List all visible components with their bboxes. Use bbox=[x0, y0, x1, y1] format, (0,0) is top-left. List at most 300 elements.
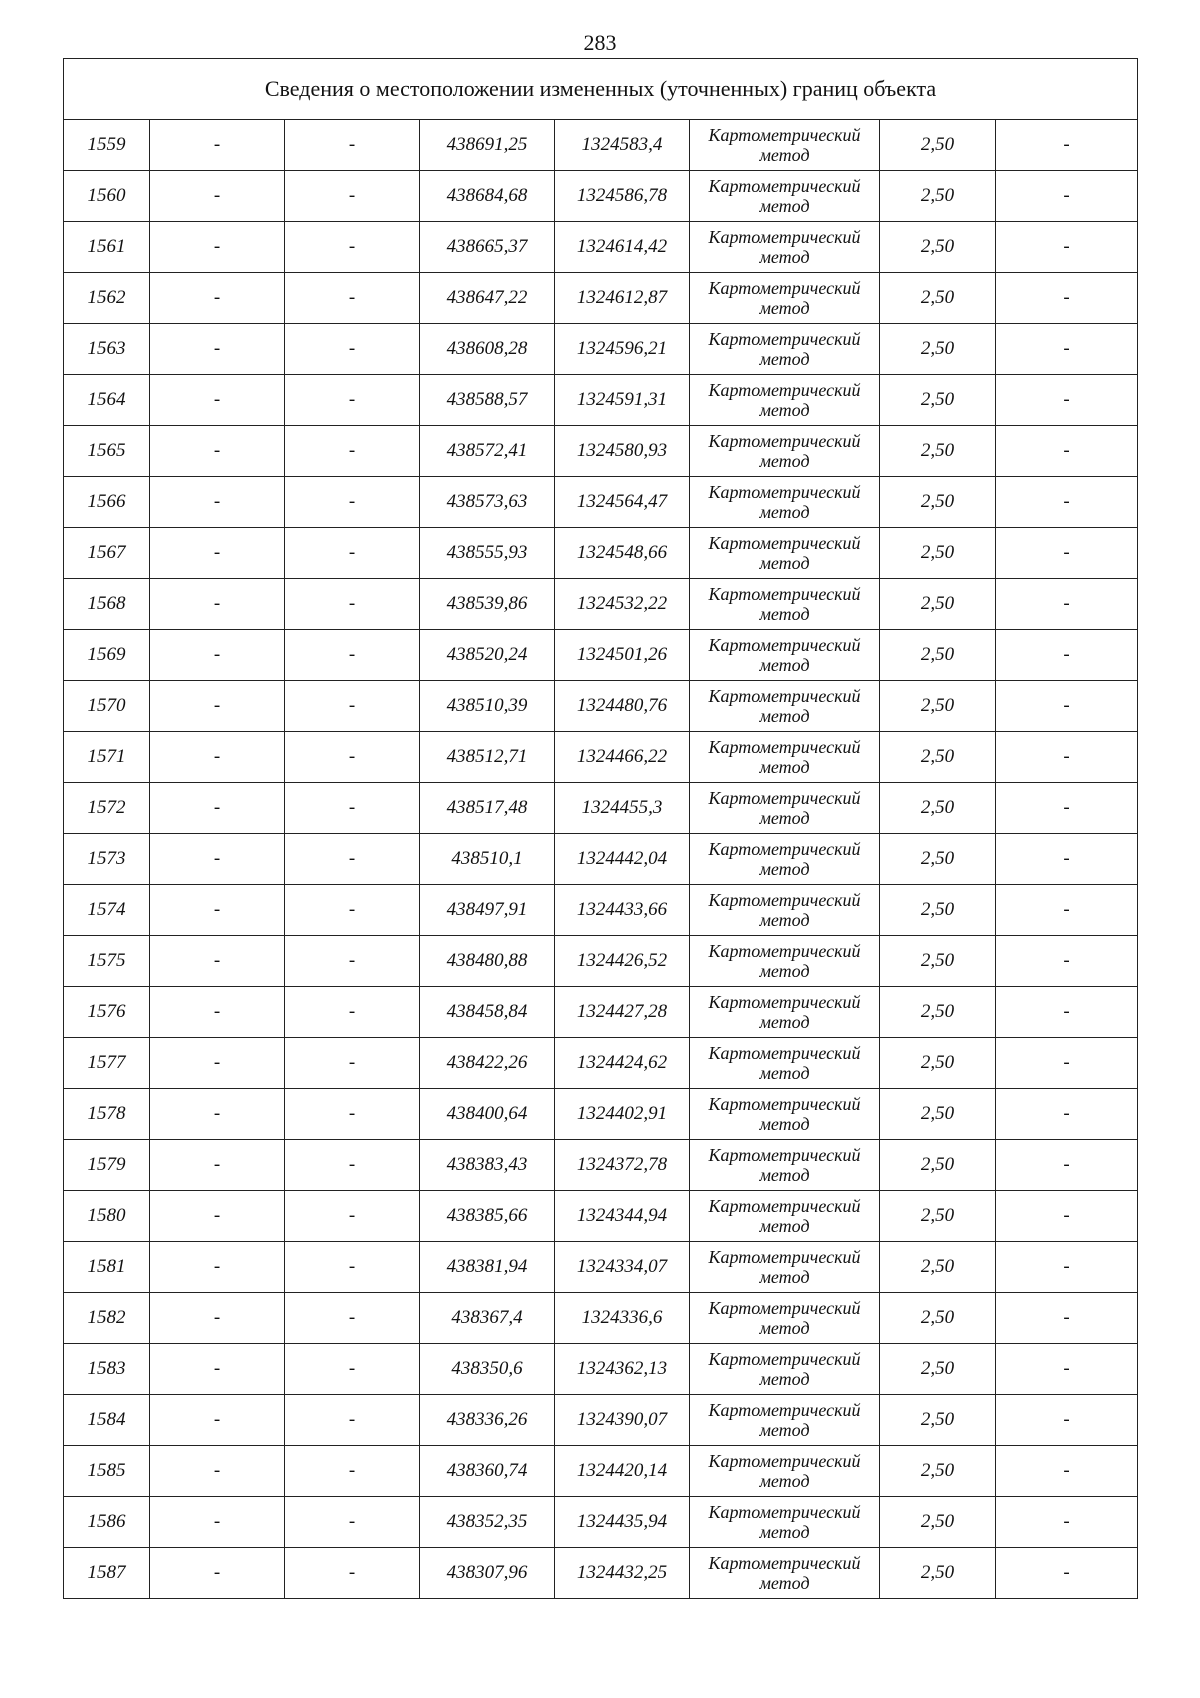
x-coordinate-cell: 438383,43 bbox=[420, 1140, 555, 1191]
old-y-cell: - bbox=[285, 1497, 420, 1548]
x-coordinate-cell: 438307,96 bbox=[420, 1548, 555, 1599]
method-cell bbox=[690, 426, 880, 477]
description-cell: - bbox=[996, 273, 1138, 324]
old-x-cell: - bbox=[150, 1089, 285, 1140]
y-coordinate-cell: 1324480,76 bbox=[555, 681, 690, 732]
y-coordinate-cell: 1324390,07 bbox=[555, 1395, 690, 1446]
description-cell: - bbox=[996, 1242, 1138, 1293]
method-line-1: Картометрический bbox=[708, 1298, 861, 1318]
x-coordinate-cell: 438588,57 bbox=[420, 375, 555, 426]
table-title: Сведения о местоположении измененных (уточненных) границ объекта bbox=[64, 59, 1138, 120]
point-number-cell: 1586 bbox=[64, 1497, 150, 1548]
point-number-cell: 1576 bbox=[64, 987, 150, 1038]
method-line-2: метод bbox=[759, 1369, 810, 1389]
old-y-cell: - bbox=[285, 1038, 420, 1089]
table-row bbox=[64, 120, 1138, 171]
method-line-2: метод bbox=[759, 298, 810, 318]
table-row bbox=[64, 324, 1138, 375]
method-cell bbox=[690, 936, 880, 987]
method-line-1: Картометрический bbox=[708, 329, 861, 349]
description-cell: - bbox=[996, 936, 1138, 987]
point-number-cell: 1561 bbox=[64, 222, 150, 273]
x-coordinate-cell: 438510,1 bbox=[420, 834, 555, 885]
precision-cell: 2,50 bbox=[880, 222, 996, 273]
method-line-1: Картометрический bbox=[708, 1043, 861, 1063]
point-number-cell: 1583 bbox=[64, 1344, 150, 1395]
precision-cell: 2,50 bbox=[880, 1395, 996, 1446]
old-y-cell: - bbox=[285, 1293, 420, 1344]
y-coordinate-cell: 1324420,14 bbox=[555, 1446, 690, 1497]
old-x-cell: - bbox=[150, 681, 285, 732]
description-cell: - bbox=[996, 1344, 1138, 1395]
old-y-cell: - bbox=[285, 171, 420, 222]
old-y-cell: - bbox=[285, 375, 420, 426]
method-line-1: Картометрический bbox=[708, 941, 861, 961]
precision-cell: 2,50 bbox=[880, 1446, 996, 1497]
table-row bbox=[64, 630, 1138, 681]
method-cell bbox=[690, 1293, 880, 1344]
x-coordinate-cell: 438458,84 bbox=[420, 987, 555, 1038]
y-coordinate-cell: 1324614,42 bbox=[555, 222, 690, 273]
precision-cell: 2,50 bbox=[880, 171, 996, 222]
precision-cell: 2,50 bbox=[880, 1191, 996, 1242]
method-line-1: Картометрический bbox=[708, 1400, 861, 1420]
y-coordinate-cell: 1324583,4 bbox=[555, 120, 690, 171]
method-cell bbox=[690, 120, 880, 171]
description-cell: - bbox=[996, 885, 1138, 936]
old-x-cell: - bbox=[150, 834, 285, 885]
x-coordinate-cell: 438360,74 bbox=[420, 1446, 555, 1497]
y-coordinate-cell: 1324466,22 bbox=[555, 732, 690, 783]
table-row bbox=[64, 1038, 1138, 1089]
table-row bbox=[64, 1293, 1138, 1344]
method-line-2: метод bbox=[759, 1216, 810, 1236]
y-coordinate-cell: 1324532,22 bbox=[555, 579, 690, 630]
method-line-1: Картометрический bbox=[708, 227, 861, 247]
method-cell bbox=[690, 834, 880, 885]
x-coordinate-cell: 438422,26 bbox=[420, 1038, 555, 1089]
table-row bbox=[64, 1446, 1138, 1497]
description-cell: - bbox=[996, 681, 1138, 732]
method-cell bbox=[690, 375, 880, 426]
point-number-cell: 1573 bbox=[64, 834, 150, 885]
y-coordinate-cell: 1324334,07 bbox=[555, 1242, 690, 1293]
point-number-cell: 1585 bbox=[64, 1446, 150, 1497]
y-coordinate-cell: 1324442,04 bbox=[555, 834, 690, 885]
method-cell bbox=[690, 630, 880, 681]
old-x-cell: - bbox=[150, 1548, 285, 1599]
method-line-2: метод bbox=[759, 1318, 810, 1338]
old-x-cell: - bbox=[150, 630, 285, 681]
description-cell: - bbox=[996, 783, 1138, 834]
old-y-cell: - bbox=[285, 477, 420, 528]
precision-cell: 2,50 bbox=[880, 732, 996, 783]
table-row bbox=[64, 1344, 1138, 1395]
description-cell: - bbox=[996, 120, 1138, 171]
table-title-row bbox=[64, 59, 1138, 120]
method-cell bbox=[690, 885, 880, 936]
old-y-cell: - bbox=[285, 987, 420, 1038]
method-cell bbox=[690, 987, 880, 1038]
precision-cell: 2,50 bbox=[880, 273, 996, 324]
description-cell: - bbox=[996, 222, 1138, 273]
method-line-2: метод bbox=[759, 196, 810, 216]
point-number-cell: 1560 bbox=[64, 171, 150, 222]
x-coordinate-cell: 438684,68 bbox=[420, 171, 555, 222]
description-cell: - bbox=[996, 1497, 1138, 1548]
x-coordinate-cell: 438336,26 bbox=[420, 1395, 555, 1446]
method-line-1: Картометрический bbox=[708, 635, 861, 655]
old-y-cell: - bbox=[285, 528, 420, 579]
y-coordinate-cell: 1324612,87 bbox=[555, 273, 690, 324]
table-row bbox=[64, 273, 1138, 324]
y-coordinate-cell: 1324501,26 bbox=[555, 630, 690, 681]
method-line-2: метод bbox=[759, 1471, 810, 1491]
x-coordinate-cell: 438520,24 bbox=[420, 630, 555, 681]
method-cell bbox=[690, 171, 880, 222]
table-row bbox=[64, 528, 1138, 579]
description-cell: - bbox=[996, 1293, 1138, 1344]
old-y-cell: - bbox=[285, 1395, 420, 1446]
precision-cell: 2,50 bbox=[880, 375, 996, 426]
boundary-coordinates-table bbox=[63, 58, 1138, 1599]
method-cell bbox=[690, 528, 880, 579]
method-line-2: метод bbox=[759, 1267, 810, 1287]
method-line-1: Картометрический bbox=[708, 1145, 861, 1165]
method-cell bbox=[690, 477, 880, 528]
old-y-cell: - bbox=[285, 681, 420, 732]
old-y-cell: - bbox=[285, 120, 420, 171]
x-coordinate-cell: 438497,91 bbox=[420, 885, 555, 936]
method-line-2: метод bbox=[759, 349, 810, 369]
old-x-cell: - bbox=[150, 222, 285, 273]
method-cell bbox=[690, 1242, 880, 1293]
description-cell: - bbox=[996, 1140, 1138, 1191]
x-coordinate-cell: 438647,22 bbox=[420, 273, 555, 324]
precision-cell: 2,50 bbox=[880, 834, 996, 885]
y-coordinate-cell: 1324564,47 bbox=[555, 477, 690, 528]
method-line-2: метод bbox=[759, 706, 810, 726]
method-line-2: метод bbox=[759, 655, 810, 675]
precision-cell: 2,50 bbox=[880, 936, 996, 987]
precision-cell: 2,50 bbox=[880, 324, 996, 375]
point-number-cell: 1566 bbox=[64, 477, 150, 528]
method-line-1: Картометрический bbox=[708, 584, 861, 604]
y-coordinate-cell: 1324362,13 bbox=[555, 1344, 690, 1395]
method-cell bbox=[690, 1497, 880, 1548]
old-x-cell: - bbox=[150, 579, 285, 630]
old-x-cell: - bbox=[150, 171, 285, 222]
old-y-cell: - bbox=[285, 834, 420, 885]
point-number-cell: 1574 bbox=[64, 885, 150, 936]
x-coordinate-cell: 438539,86 bbox=[420, 579, 555, 630]
method-line-1: Картометрический bbox=[708, 1553, 861, 1573]
old-x-cell: - bbox=[150, 732, 285, 783]
method-line-2: метод bbox=[759, 400, 810, 420]
point-number-cell: 1569 bbox=[64, 630, 150, 681]
y-coordinate-cell: 1324596,21 bbox=[555, 324, 690, 375]
y-coordinate-cell: 1324586,78 bbox=[555, 171, 690, 222]
precision-cell: 2,50 bbox=[880, 1497, 996, 1548]
y-coordinate-cell: 1324548,66 bbox=[555, 528, 690, 579]
method-line-2: метод bbox=[759, 502, 810, 522]
old-x-cell: - bbox=[150, 528, 285, 579]
old-y-cell: - bbox=[285, 936, 420, 987]
precision-cell: 2,50 bbox=[880, 1344, 996, 1395]
table-row bbox=[64, 834, 1138, 885]
table-row bbox=[64, 1191, 1138, 1242]
method-line-2: метод bbox=[759, 553, 810, 573]
precision-cell: 2,50 bbox=[880, 1242, 996, 1293]
point-number-cell: 1559 bbox=[64, 120, 150, 171]
point-number-cell: 1582 bbox=[64, 1293, 150, 1344]
method-cell bbox=[690, 1548, 880, 1599]
old-x-cell: - bbox=[150, 783, 285, 834]
method-cell bbox=[690, 1140, 880, 1191]
method-line-1: Картометрический bbox=[708, 1247, 861, 1267]
precision-cell: 2,50 bbox=[880, 1548, 996, 1599]
old-x-cell: - bbox=[150, 1344, 285, 1395]
precision-cell: 2,50 bbox=[880, 120, 996, 171]
y-coordinate-cell: 1324344,94 bbox=[555, 1191, 690, 1242]
point-number-cell: 1581 bbox=[64, 1242, 150, 1293]
method-cell bbox=[690, 1395, 880, 1446]
point-number-cell: 1580 bbox=[64, 1191, 150, 1242]
y-coordinate-cell: 1324402,91 bbox=[555, 1089, 690, 1140]
old-x-cell: - bbox=[150, 1191, 285, 1242]
x-coordinate-cell: 438572,41 bbox=[420, 426, 555, 477]
point-number-cell: 1575 bbox=[64, 936, 150, 987]
precision-cell: 2,50 bbox=[880, 528, 996, 579]
method-line-1: Картометрический bbox=[708, 686, 861, 706]
point-number-cell: 1570 bbox=[64, 681, 150, 732]
x-coordinate-cell: 438385,66 bbox=[420, 1191, 555, 1242]
table-row bbox=[64, 375, 1138, 426]
method-line-2: метод bbox=[759, 1573, 810, 1593]
old-x-cell: - bbox=[150, 987, 285, 1038]
old-x-cell: - bbox=[150, 1497, 285, 1548]
point-number-cell: 1579 bbox=[64, 1140, 150, 1191]
point-number-cell: 1563 bbox=[64, 324, 150, 375]
y-coordinate-cell: 1324580,93 bbox=[555, 426, 690, 477]
method-line-1: Картометрический bbox=[708, 1196, 861, 1216]
precision-cell: 2,50 bbox=[880, 579, 996, 630]
old-y-cell: - bbox=[285, 732, 420, 783]
method-line-2: метод bbox=[759, 808, 810, 828]
point-number-cell: 1564 bbox=[64, 375, 150, 426]
precision-cell: 2,50 bbox=[880, 426, 996, 477]
page-number: 283 bbox=[583, 30, 617, 55]
method-line-1: Картометрический bbox=[708, 278, 861, 298]
method-cell bbox=[690, 732, 880, 783]
table-row bbox=[64, 1548, 1138, 1599]
description-cell: - bbox=[996, 1395, 1138, 1446]
description-cell: - bbox=[996, 579, 1138, 630]
description-cell: - bbox=[996, 1548, 1138, 1599]
description-cell: - bbox=[996, 324, 1138, 375]
table-row bbox=[64, 681, 1138, 732]
description-cell: - bbox=[996, 426, 1138, 477]
method-line-2: метод bbox=[759, 1114, 810, 1134]
old-y-cell: - bbox=[285, 1089, 420, 1140]
old-y-cell: - bbox=[285, 630, 420, 681]
y-coordinate-cell: 1324336,6 bbox=[555, 1293, 690, 1344]
precision-cell: 2,50 bbox=[880, 630, 996, 681]
table-row bbox=[64, 426, 1138, 477]
table-row bbox=[64, 171, 1138, 222]
method-line-2: метод bbox=[759, 859, 810, 879]
old-y-cell: - bbox=[285, 1344, 420, 1395]
y-coordinate-cell: 1324433,66 bbox=[555, 885, 690, 936]
method-line-2: метод bbox=[759, 247, 810, 267]
method-line-2: метод bbox=[759, 1165, 810, 1185]
description-cell: - bbox=[996, 1089, 1138, 1140]
point-number-cell: 1571 bbox=[64, 732, 150, 783]
description-cell: - bbox=[996, 732, 1138, 783]
old-y-cell: - bbox=[285, 273, 420, 324]
method-line-1: Картометрический bbox=[708, 1094, 861, 1114]
table-row bbox=[64, 477, 1138, 528]
description-cell: - bbox=[996, 1191, 1138, 1242]
old-y-cell: - bbox=[285, 1446, 420, 1497]
table-row bbox=[64, 222, 1138, 273]
method-line-2: метод bbox=[759, 757, 810, 777]
old-x-cell: - bbox=[150, 477, 285, 528]
method-line-1: Картометрический bbox=[708, 380, 861, 400]
method-cell bbox=[690, 324, 880, 375]
point-number-cell: 1578 bbox=[64, 1089, 150, 1140]
precision-cell: 2,50 bbox=[880, 783, 996, 834]
table-row bbox=[64, 579, 1138, 630]
method-cell bbox=[690, 783, 880, 834]
x-coordinate-cell: 438512,71 bbox=[420, 732, 555, 783]
old-y-cell: - bbox=[285, 324, 420, 375]
method-line-2: метод bbox=[759, 910, 810, 930]
description-cell: - bbox=[996, 1446, 1138, 1497]
method-cell bbox=[690, 579, 880, 630]
old-x-cell: - bbox=[150, 1395, 285, 1446]
x-coordinate-cell: 438510,39 bbox=[420, 681, 555, 732]
method-line-1: Картометрический bbox=[708, 176, 861, 196]
old-x-cell: - bbox=[150, 1038, 285, 1089]
method-line-1: Картометрический bbox=[708, 737, 861, 757]
method-line-2: метод bbox=[759, 604, 810, 624]
x-coordinate-cell: 438555,93 bbox=[420, 528, 555, 579]
point-number-cell: 1567 bbox=[64, 528, 150, 579]
x-coordinate-cell: 438381,94 bbox=[420, 1242, 555, 1293]
precision-cell: 2,50 bbox=[880, 1038, 996, 1089]
x-coordinate-cell: 438400,64 bbox=[420, 1089, 555, 1140]
method-line-2: метод bbox=[759, 1420, 810, 1440]
method-cell bbox=[690, 1089, 880, 1140]
method-line-1: Картометрический bbox=[708, 1349, 861, 1369]
point-number-cell: 1565 bbox=[64, 426, 150, 477]
method-line-1: Картометрический bbox=[708, 839, 861, 859]
description-cell: - bbox=[996, 987, 1138, 1038]
x-coordinate-cell: 438573,63 bbox=[420, 477, 555, 528]
method-cell bbox=[690, 1038, 880, 1089]
method-line-2: метод bbox=[759, 145, 810, 165]
x-coordinate-cell: 438665,37 bbox=[420, 222, 555, 273]
x-coordinate-cell: 438608,28 bbox=[420, 324, 555, 375]
description-cell: - bbox=[996, 171, 1138, 222]
y-coordinate-cell: 1324591,31 bbox=[555, 375, 690, 426]
table-row bbox=[64, 1497, 1138, 1548]
point-number-cell: 1587 bbox=[64, 1548, 150, 1599]
old-y-cell: - bbox=[285, 1548, 420, 1599]
description-cell: - bbox=[996, 630, 1138, 681]
old-y-cell: - bbox=[285, 426, 420, 477]
table-row bbox=[64, 783, 1138, 834]
precision-cell: 2,50 bbox=[880, 1293, 996, 1344]
method-line-2: метод bbox=[759, 1012, 810, 1032]
precision-cell: 2,50 bbox=[880, 885, 996, 936]
table-row bbox=[64, 1242, 1138, 1293]
description-cell: - bbox=[996, 834, 1138, 885]
x-coordinate-cell: 438350,6 bbox=[420, 1344, 555, 1395]
old-x-cell: - bbox=[150, 324, 285, 375]
y-coordinate-cell: 1324426,52 bbox=[555, 936, 690, 987]
y-coordinate-cell: 1324455,3 bbox=[555, 783, 690, 834]
method-cell bbox=[690, 222, 880, 273]
point-number-cell: 1568 bbox=[64, 579, 150, 630]
x-coordinate-cell: 438691,25 bbox=[420, 120, 555, 171]
method-cell bbox=[690, 273, 880, 324]
description-cell: - bbox=[996, 375, 1138, 426]
method-cell bbox=[690, 1344, 880, 1395]
old-y-cell: - bbox=[285, 783, 420, 834]
old-x-cell: - bbox=[150, 426, 285, 477]
table-row bbox=[64, 936, 1138, 987]
y-coordinate-cell: 1324427,28 bbox=[555, 987, 690, 1038]
method-cell bbox=[690, 681, 880, 732]
method-line-1: Картометрический bbox=[708, 533, 861, 553]
x-coordinate-cell: 438352,35 bbox=[420, 1497, 555, 1548]
y-coordinate-cell: 1324372,78 bbox=[555, 1140, 690, 1191]
method-line-1: Картометрический bbox=[708, 890, 861, 910]
description-cell: - bbox=[996, 477, 1138, 528]
method-line-2: метод bbox=[759, 451, 810, 471]
y-coordinate-cell: 1324424,62 bbox=[555, 1038, 690, 1089]
method-line-1: Картометрический bbox=[708, 992, 861, 1012]
method-line-2: метод bbox=[759, 961, 810, 981]
method-line-1: Картометрический bbox=[708, 1502, 861, 1522]
old-y-cell: - bbox=[285, 1191, 420, 1242]
old-x-cell: - bbox=[150, 120, 285, 171]
old-x-cell: - bbox=[150, 1140, 285, 1191]
old-y-cell: - bbox=[285, 222, 420, 273]
old-y-cell: - bbox=[285, 1242, 420, 1293]
x-coordinate-cell: 438367,4 bbox=[420, 1293, 555, 1344]
method-line-1: Картометрический bbox=[708, 788, 861, 808]
method-line-1: Картометрический bbox=[708, 1451, 861, 1471]
precision-cell: 2,50 bbox=[880, 681, 996, 732]
method-line-1: Картометрический bbox=[708, 125, 861, 145]
precision-cell: 2,50 bbox=[880, 1140, 996, 1191]
old-x-cell: - bbox=[150, 273, 285, 324]
table-row bbox=[64, 732, 1138, 783]
point-number-cell: 1584 bbox=[64, 1395, 150, 1446]
table-row bbox=[64, 1395, 1138, 1446]
description-cell: - bbox=[996, 1038, 1138, 1089]
precision-cell: 2,50 bbox=[880, 1089, 996, 1140]
table-row bbox=[64, 987, 1138, 1038]
method-line-1: Картометрический bbox=[708, 431, 861, 451]
method-line-2: метод bbox=[759, 1522, 810, 1542]
precision-cell: 2,50 bbox=[880, 477, 996, 528]
point-number-cell: 1572 bbox=[64, 783, 150, 834]
y-coordinate-cell: 1324432,25 bbox=[555, 1548, 690, 1599]
